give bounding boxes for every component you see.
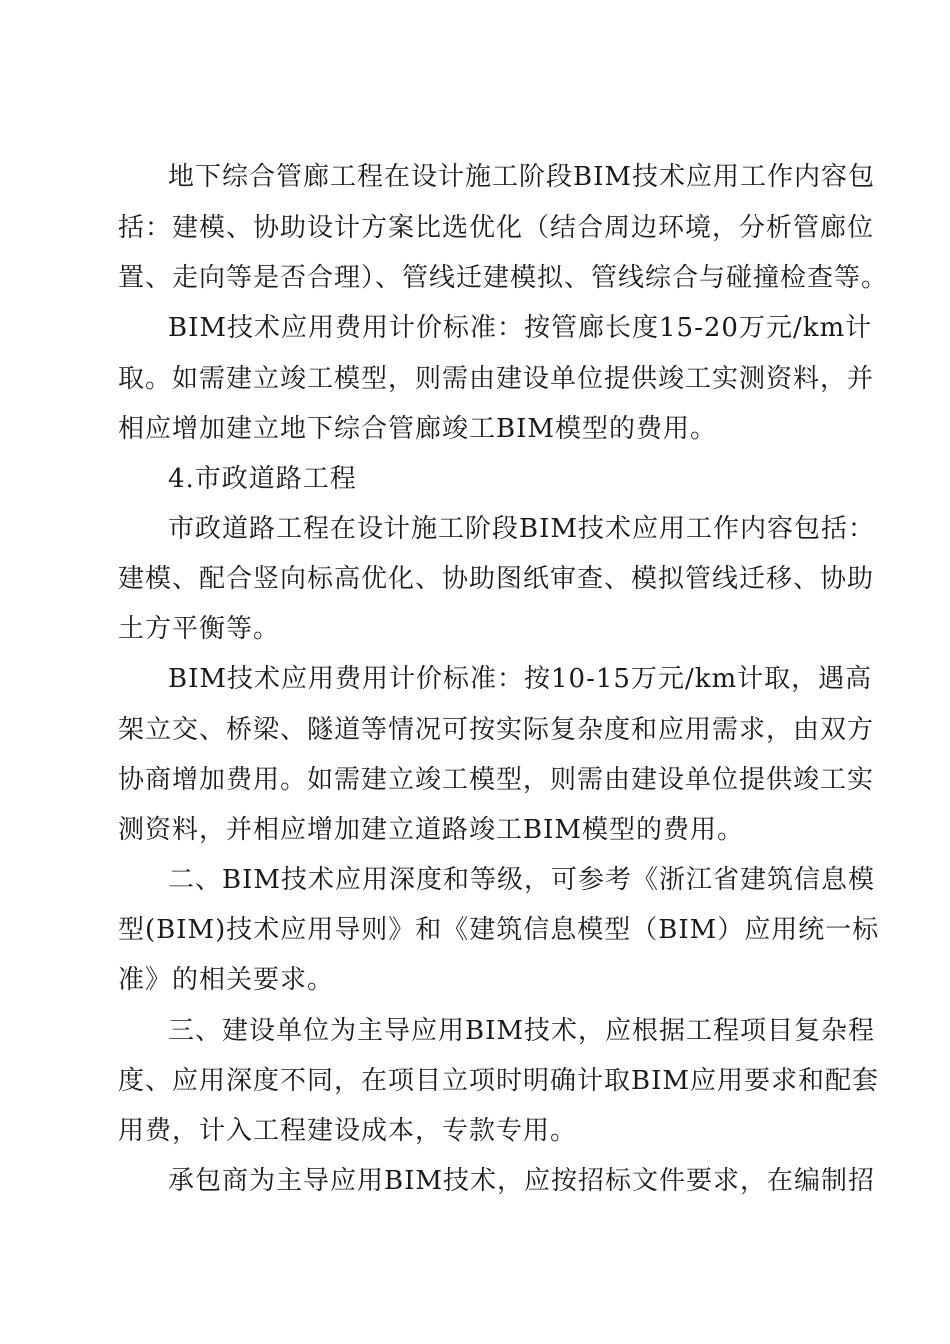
section-heading: 4.市政道路工程 xyxy=(168,464,357,494)
text-line: 二、BIM技术应用深度和等级，可参考《浙江省建筑信息模 xyxy=(168,865,875,895)
text-line: 型(BIM)技术应用导则》和《建筑信息模型（BIM）应用统一标 xyxy=(118,915,880,945)
text-line: 括：建模、协助设计方案比选优化（结合周边环境，分析管廊位 xyxy=(118,213,875,243)
text-line: 承包商为主导应用BIM技术，应按招标文件要求，在编制招 xyxy=(168,1166,875,1196)
text-line: 准》的相关要求。 xyxy=(118,965,335,995)
text-line: 取。如需建立竣工模型，则需由建设单位提供竣工实测资料，并 xyxy=(118,364,875,394)
text-line: BIM技术应用费用计价标准：按10-15万元/km计取，遇高 xyxy=(168,664,873,694)
text-line: 度、应用深度不同，在项目立项时明确计取BIM应用要求和配套 xyxy=(118,1066,879,1096)
text-line: 市政道路工程在设计施工阶段BIM技术应用工作内容包括： xyxy=(168,514,875,544)
text-line: 测资料，并相应增加建立道路竣工BIM模型的费用。 xyxy=(118,815,744,845)
text-line: 土方平衡等。 xyxy=(118,614,281,644)
text-line: 用费，计入工程建设成本，专款专用。 xyxy=(118,1116,578,1146)
text-line: BIM技术应用费用计价标准：按管廊长度15-20万元/km计 xyxy=(168,313,873,343)
text-line: 地下综合管廊工程在设计施工阶段BIM技术应用工作内容包 xyxy=(168,162,875,192)
text-line: 三、建设单位为主导应用BIM技术，应根据工程项目复杂程 xyxy=(168,1016,875,1046)
text-line: 建模、配合竖向标高优化、协助图纸审查、模拟管线迁移、协助 xyxy=(118,564,875,594)
text-line: 置、走向等是否合理）、管线迁建模拟、管线综合与碰撞检查等。 xyxy=(118,263,889,293)
text-line: 架立交、桥梁、隧道等情况可按实际复杂度和应用需求，由双方 xyxy=(118,715,875,745)
text-line: 相应增加建立地下综合管廊竣工BIM模型的费用。 xyxy=(118,414,717,444)
text-line: 协商增加费用。如需建立竣工模型，则需由建设单位提供竣工实 xyxy=(118,765,875,795)
